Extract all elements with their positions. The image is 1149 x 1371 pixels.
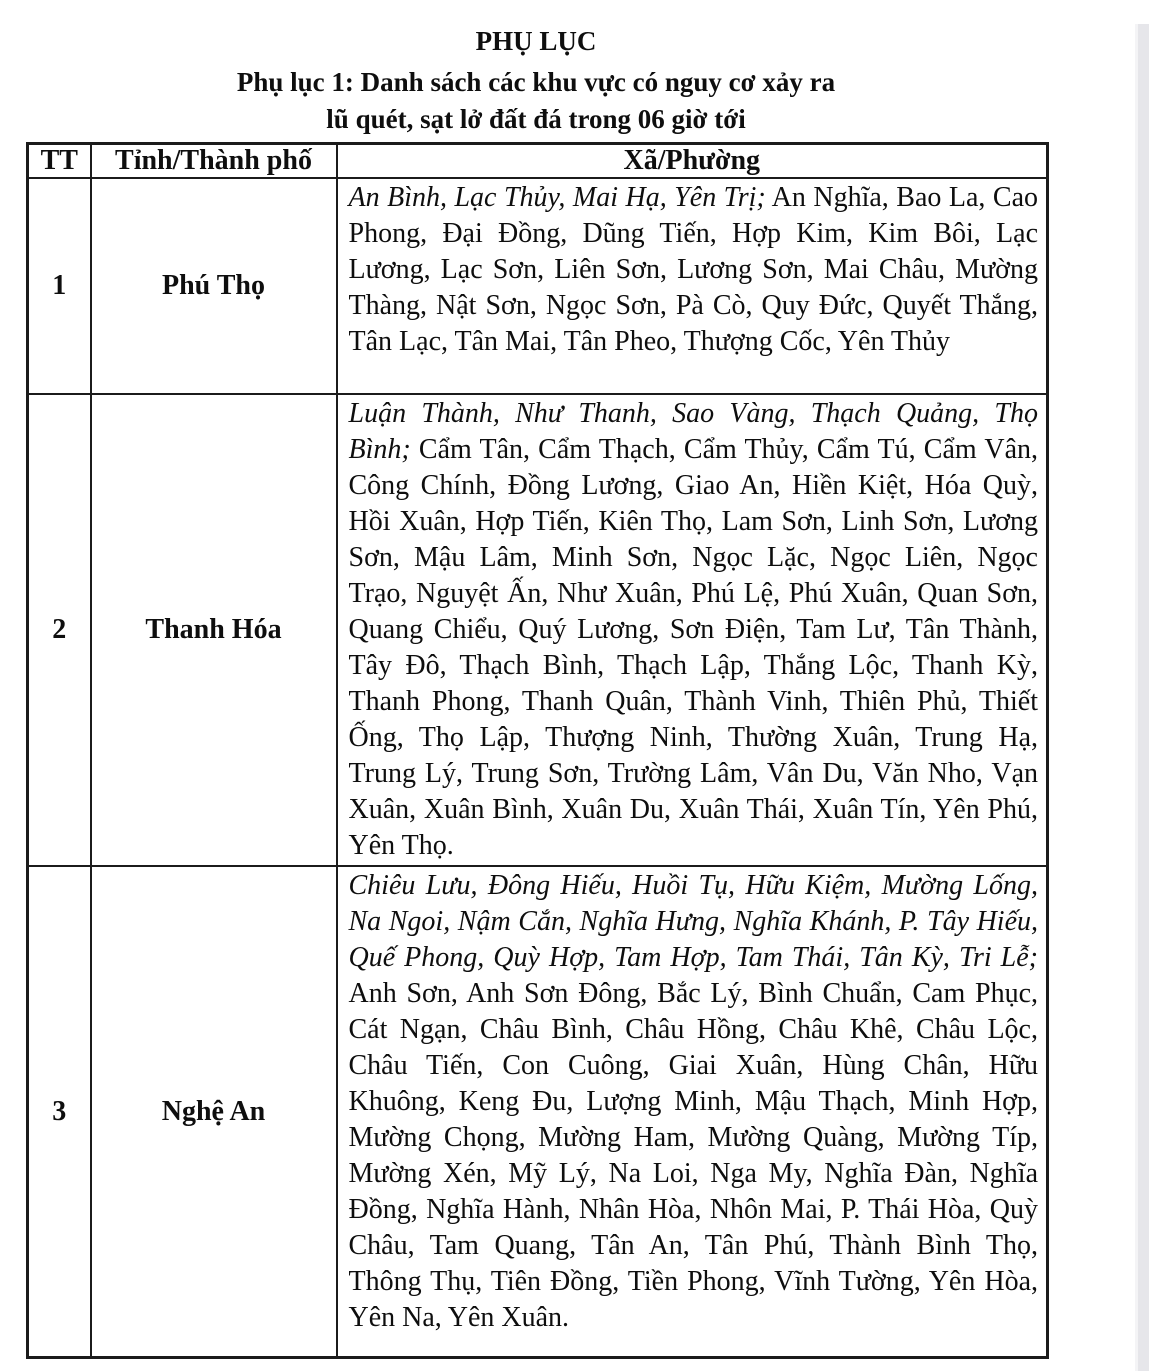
wards-list-regular-part: Cẩm Tân, Cẩm Thạch, Cẩm Thủy, Cẩm Tú, Cẩm Vân, Công Chính, Đồng Lương, Giao An, Hiền Kiệt, Hóa Quỳ, Hồi Xuân, Hợp Tiến, Kiên Thọ, Lam Sơn, Linh Sơn, Lương Sơn, Mậu Lâm, Minh Sơn, Ngọc Lặc, Ngọc Liên, Ngọc Trạo, Nguyệt Ấn, Như Xuân, Phú Lệ, Phú Xuân, Quan Sơn, Quang Chiểu, Quý Lương, Sơn Điện, Tam Lư, Tân Thành, Tây Đô, Thạch Bình, Thạch Lập, Thắng Lộc, Thanh Kỳ, Thanh Phong, Thanh Quân, Thành Vinh, Thiên Phủ, Thiết Ống, Thọ Lập, Thượng Ninh, Thường Xuân, Trung Hạ, Trung Lý, Trung Sơn, Trường Lâm, Vân Du, Văn Nho, Vạn Xuân, Xuân Bình, Xuân Du, Xuân Thái, Xuân Tín, Yên Phú, Yên Thọ. [348, 434, 1038, 861]
row-number: 2 [28, 394, 91, 866]
page-edge-strip [1135, 24, 1149, 1371]
table-row [28, 178, 1048, 394]
document-page [0, 24, 1149, 1371]
wards-list-italic-part: An Bình, Lạc Thủy, Mai Hạ, Yên Trị; [348, 182, 766, 213]
province-name: Phú Thọ [91, 178, 337, 394]
wards-list [337, 394, 1048, 866]
wards-list-regular-part: Anh Sơn, Anh Sơn Đông, Bắc Lý, Bình Chuẩn, Cam Phục, Cát Ngạn, Châu Bình, Châu Hồng, Châu Khê, Châu Lộc, Châu Tiến, Con Cuông, Giai Xuân, Hùng Chân, Hữu Khuông, Keng Đu, Lượng Minh, Mậu Thạch, Minh Hợp, Mường Chọng, Mường Ham, Mường Quàng, Mường Típ, Mường Xén, Mỹ Lý, Na Loi, Nga My, Nghĩa Đàn, Nghĩa Đồng, Nghĩa Hành, Nhân Hòa, Nhôn Mai, P. Thái Hòa, Quỳ Châu, Tam Quang, Tân An, Tân Phú, Thành Bình Thọ, Thông Thụ, Tiên Đồng, Tiền Phong, Vĩnh Tường, Yên Hòa, Yên Na, Yên Xuân. [348, 978, 1038, 1333]
wards-list-italic-part: Luận Thành, Như Thanh, Sao Vàng, Thạch Quảng, Thọ Bình; [348, 398, 1038, 465]
table-row [28, 394, 1048, 866]
table-row [28, 866, 1048, 1358]
wards-list-italic-part: Chiêu Lưu, Đông Hiếu, Huồi Tụ, Hữu Kiệm, Mường Lống, Na Ngoi, Nậm Cắn, Nghĩa Hưng, Nghĩa Khánh, P. Tây Hiếu, Quế Phong, Quỳ Hợp, Tam Hợp, Tam Thái, Tân Kỳ, Tri Lễ; [348, 870, 1038, 973]
page-subtitle-line2: lũ quét, sạt lở đất đá trong 06 giờ tới [326, 104, 746, 134]
page-subtitle-line1: Phụ lục 1: Danh sách các khu vực có nguy cơ xảy ra [236, 67, 836, 97]
risk-areas-table [26, 142, 1049, 1359]
row-number: 1 [28, 178, 91, 394]
document-content [26, 24, 1046, 1359]
column-header-tt: TT [28, 144, 91, 179]
wards-list [337, 866, 1048, 1358]
wards-list-regular-part: An Nghĩa, Bao La, Cao Phong, Đại Đồng, Dũng Tiến, Hợp Kim, Kim Bôi, Lạc Lương, Lạc Sơn, Liên Sơn, Lương Sơn, Mai Châu, Mường Thàng, Nật Sơn, Ngọc Sơn, Pà Cò, Quy Đức, Quyết Thắng, Tân Lạc, Tân Mai, Tân Pheo, Thượng Cốc, Yên Thủy [348, 182, 1039, 357]
table-header-row [28, 144, 1048, 179]
province-name: Nghệ An [91, 866, 337, 1358]
column-header-wards: Xã/Phường [337, 144, 1048, 179]
row-number: 3 [28, 866, 91, 1358]
page-title: PHỤ LỤC [475, 26, 597, 56]
province-name: Thanh Hóa [91, 394, 337, 866]
wards-list [337, 178, 1048, 394]
column-header-province: Tỉnh/Thành phố [91, 144, 337, 179]
